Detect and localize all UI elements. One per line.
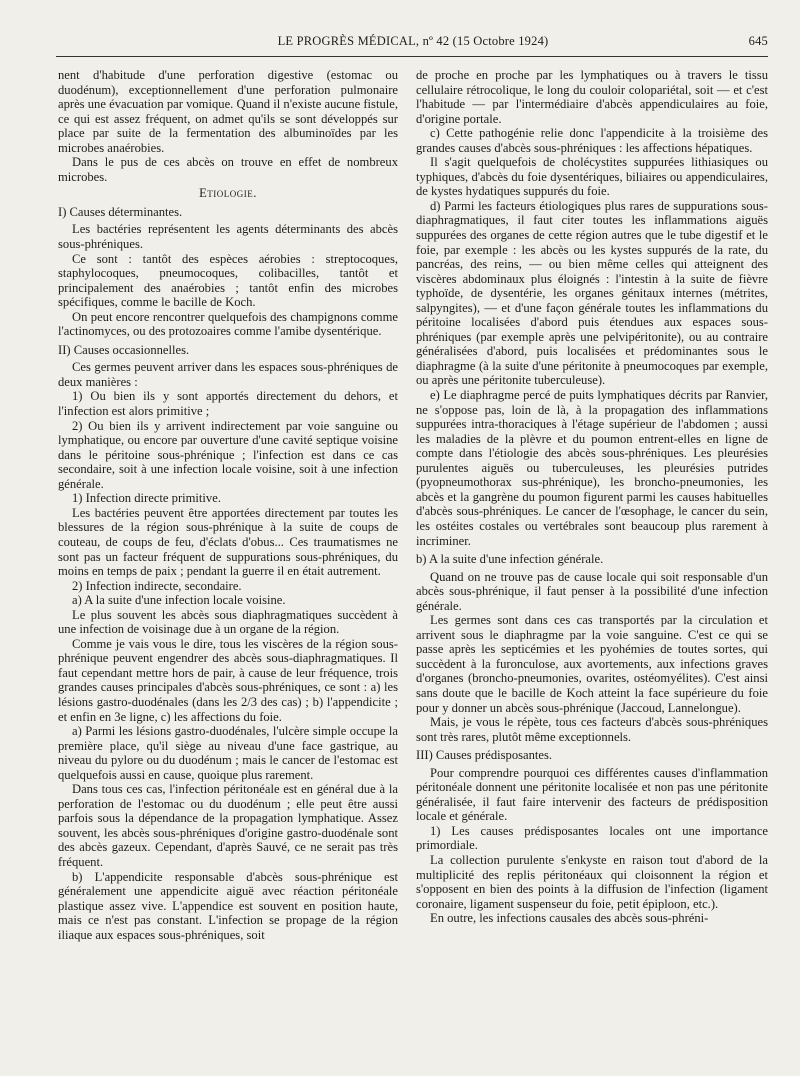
paragraph: e) Le diaphragme percé de puits lymphatiques décrits par Ranvier, ne s'oppose pas, loin de là, à la propagation des inflammations suppurées intra-thoraciques à l'étage supérieur de l'abdomen ; aussi les maladies de la plèvre et du poumon entrent-elles en ligne de compte dans l'étiologie des abcès sous-phréniques. Les pleurésies purulentes aiguës ou tuberculeuses, les pleurésies putrides (pyopneumothorax sus-phrénique), les broncho-pneumonies, les abcès et la gangrène du poumon figurent parmi les causes habituelles d'abcès sous-phréniques. Le cancer de l'œsophage, le cancer du sein, les ostéites costales ou vertébrales sont beaucoup plus rarement à incriminer. xyxy=(416,388,768,548)
paragraph: Les bactéries peuvent être apportées directement par toutes les blessures de la région sous-phrénique à la suite de coups de couteau, de coups de feu, d'éclats d'obus... Ces traumatismes ne sont pas un facteur fréquent de suppurations sous-phréniques, du moins en temps de paix ; pendant la guerre il en était autrement. xyxy=(58,505,398,579)
paragraph: 1) Les causes prédisposantes locales ont une importance primordiale. xyxy=(416,823,768,853)
paragraph: b) L'appendicite responsable d'abcès sous-phrénique est généralement une appendicite aiguë avec réaction péritonéale plastique assez vive. L'appendice est souvent en position haute, mais ce n'est pas constant. L'infection se propage de la région iliaque aux espaces sous-phréniques, soit xyxy=(58,869,398,942)
header-rule xyxy=(56,56,768,57)
paragraph: nent d'habitude d'une perforation digestive (estomac ou duodénum), exceptionnellement d'une perforation pulmonaire après une évacuation par vomique. Quand il n'existe aucune fistule, ce qui est assez fréquent, on admet qu'ils se sont développés sur place par suite de la fermentation des albuminoïdes par les microbes anaérobies. xyxy=(58,68,398,155)
left-column xyxy=(58,68,398,942)
paragraph: Comme je vais vous le dire, tous les viscères de la région sous-phrénique peuvent engendrer des abcès sous-diaphragmatiques. Il faut cependant mettre hors de pair, à cause de leur fréquence, trois grandes causes principales d'abcès sous-phréniques, ce sont : a) les lésions gastro-duodénales (dans les 2/3 des cas) ; b) l'appendicite ; et enfin en 3e ligne, c) les affections du foie. xyxy=(58,636,398,724)
paragraph: En outre, les infections causales des abcès sous-phréni- xyxy=(430,911,709,926)
section-heading: b) A la suite d'une infection générale. xyxy=(416,552,604,567)
paragraph: Pour comprendre pourquoi ces différentes causes d'inflammation péritonéale donnent une péritonite localisée et non pas une péritonite généralisée, il faut faire intervenir des facteurs de prédisposition locale et générale. xyxy=(416,765,768,824)
section-heading: III) Causes prédisposantes. xyxy=(416,748,553,763)
paragraph: Il s'agit quelquefois de cholécystites suppurées lithiasiques ou typhiques, d'abcès du foie dysentériques, biliaires ou appendiculaires, de kystes hydatiques suppurés du foie. xyxy=(416,155,768,199)
paragraph: Les germes sont dans ces cas transportés par la circulation et arrivent sous le diaphragme par la voie sanguine. C'est ce qui se passe après les septicémies et les pyohémies de toutes sortes, qui succèdent à la furonculose, aux avortements, aux infections graves d'organes (broncho-pneumonies, ovarites, ostéomyélites). C'est ainsi sans doute que le bacille de Koch atteint la face supérieure du foie pour y donner un abcès sous-phrénique (Jaccoud, Lannelongue). xyxy=(416,613,768,715)
paragraph: Dans le pus de ces abcès on trouve en effet de nombreux microbes. xyxy=(58,155,398,184)
paragraph: On peut encore rencontrer quelquefois des champignons comme l'actinomyces, ou des protozoaires comme l'amibe dysentérique. xyxy=(58,309,398,339)
paragraph: Quand on ne trouve pas de cause locale qui soit responsable d'un abcès sous-phrénique, il faut penser à la possibilité d'une infection générale. xyxy=(416,569,768,613)
right-column xyxy=(416,68,768,926)
paragraph: a) Parmi les lésions gastro-duodénales, l'ulcère simple occupe la première place, qu'il siège au niveau d'une face gastrique, au niveau du pylore ou du duodénum ; mais le cancer de l'estomac est quelquefois aussi en cause, quoique plus rarement. xyxy=(58,724,398,782)
paragraph: 1) Ou bien ils y sont apportés directement du dehors, et l'infection est alors primitive ; xyxy=(58,389,398,419)
paragraph: Ce sont : tantôt des espèces aérobies : streptocoques, staphylocoques, pneumocoques, colibacilles, tantôt et principalement des anaérobies ; tantôt enfin des microbes spécifiques, comme le bacille de Koch. xyxy=(58,251,398,310)
paragraph: d) Parmi les facteurs étiologiques plus rares de suppurations sous-diaphragmatiques, il faut citer toutes les inflammations aiguës suppurées des organes de cette région autres que le tube digestif et le foie, par exemple : les abcès ou les kystes suppurés de la rate, du pancréas, des reins, — ou bien même celles qui atteignent des viscères abdominaux plus éloignés : l'intestin à la suite de fièvre typhoïde, de dysentérie, les organes génitaux internes (métrites, salpyngites), — et d'une façon générale toutes les inflammations du péritoine localisées d'abord puis étendues aux espaces sous-phréniques (par exemple après une pelvipéritonite), ou au contraire généralisées d'abord, puis localisées et prédominantes sous le diaphragme (à la suite d'une péritonite à pneumocoques par exemple, ou après une péritonite tuberculeuse). xyxy=(416,198,768,388)
running-header xyxy=(58,34,768,52)
paragraph: Les bactéries représentent les agents déterminants des abcès sous-phréniques. xyxy=(58,222,398,252)
paragraph: Mais, je vous le répète, tous ces facteurs d'abcès sous-phréniques sont très rares, plutôt même exceptionnels. xyxy=(416,715,768,744)
paragraph: c) Cette pathogénie relie donc l'appendicite à la troisième des grandes causes d'abcès sous-phréniques : les affections hépatiques. xyxy=(416,126,768,155)
paragraph: de proche en proche par les lymphatiques ou à travers le tissu cellulaire rétrocolique, le long du couloir colopariétal, soit — et c'est l'habitude — par l'intermédiaire d'abcès appendiculaires au foie, d'origine portale. xyxy=(416,68,768,126)
paragraph: Ces germes peuvent arriver dans les espaces sous-phréniques de deux manières : xyxy=(58,360,398,389)
paragraph: La collection purulente s'enkyste en raison tout d'abord de la multiplicité des replis péritonéaux qui cloisonnent la région et s'opposent en bien des points à la diffusion de l'infection (ligament coronaire, ligament suspenseur du foie, petit épiploon, etc.). xyxy=(416,852,768,911)
section-heading: I) Causes déterminantes. xyxy=(58,204,183,219)
page-number: 645 xyxy=(748,34,768,48)
paragraph: 2) Infection indirecte, secondaire. xyxy=(72,578,242,593)
section-heading: II) Causes occasionnelles. xyxy=(58,342,190,357)
paragraph: Dans tous ces cas, l'infection péritonéale est en général due à la perforation de l'estomac ou du duodénum ; elle peut être aussi parfois sous la dépendance de la propagation lymphatique. Assez souvent, les abcès sous-phréniques d'origine gastro-duodénale sont des abcès gazeux. Cependant, d'après Sauvé, ce ne serait pas très fréquent. xyxy=(58,782,398,869)
paragraph: 2) Ou bien ils y arrivent indirectement par voie sanguine ou lymphatique, ou encore par ouverture d'une cavité septique voisine dans le péritoine sous-phrénique ; l'infection est dans ce cas secondaire, soit à une infection locale voisine, soit à une infection générale. xyxy=(58,418,398,491)
section-heading: Etiologie. xyxy=(199,186,257,201)
paragraph: a) A la suite d'une infection locale voisine. xyxy=(72,593,286,608)
paragraph: 1) Infection directe primitive. xyxy=(72,491,221,506)
paragraph: Le plus souvent les abcès sous diaphragmatiques succèdent à une infection de voisinage due à un organe de la région. xyxy=(58,607,398,637)
journal-title: LE PROGRÈS MÉDICAL, nº 42 (15 Octobre 1924) xyxy=(277,34,549,48)
